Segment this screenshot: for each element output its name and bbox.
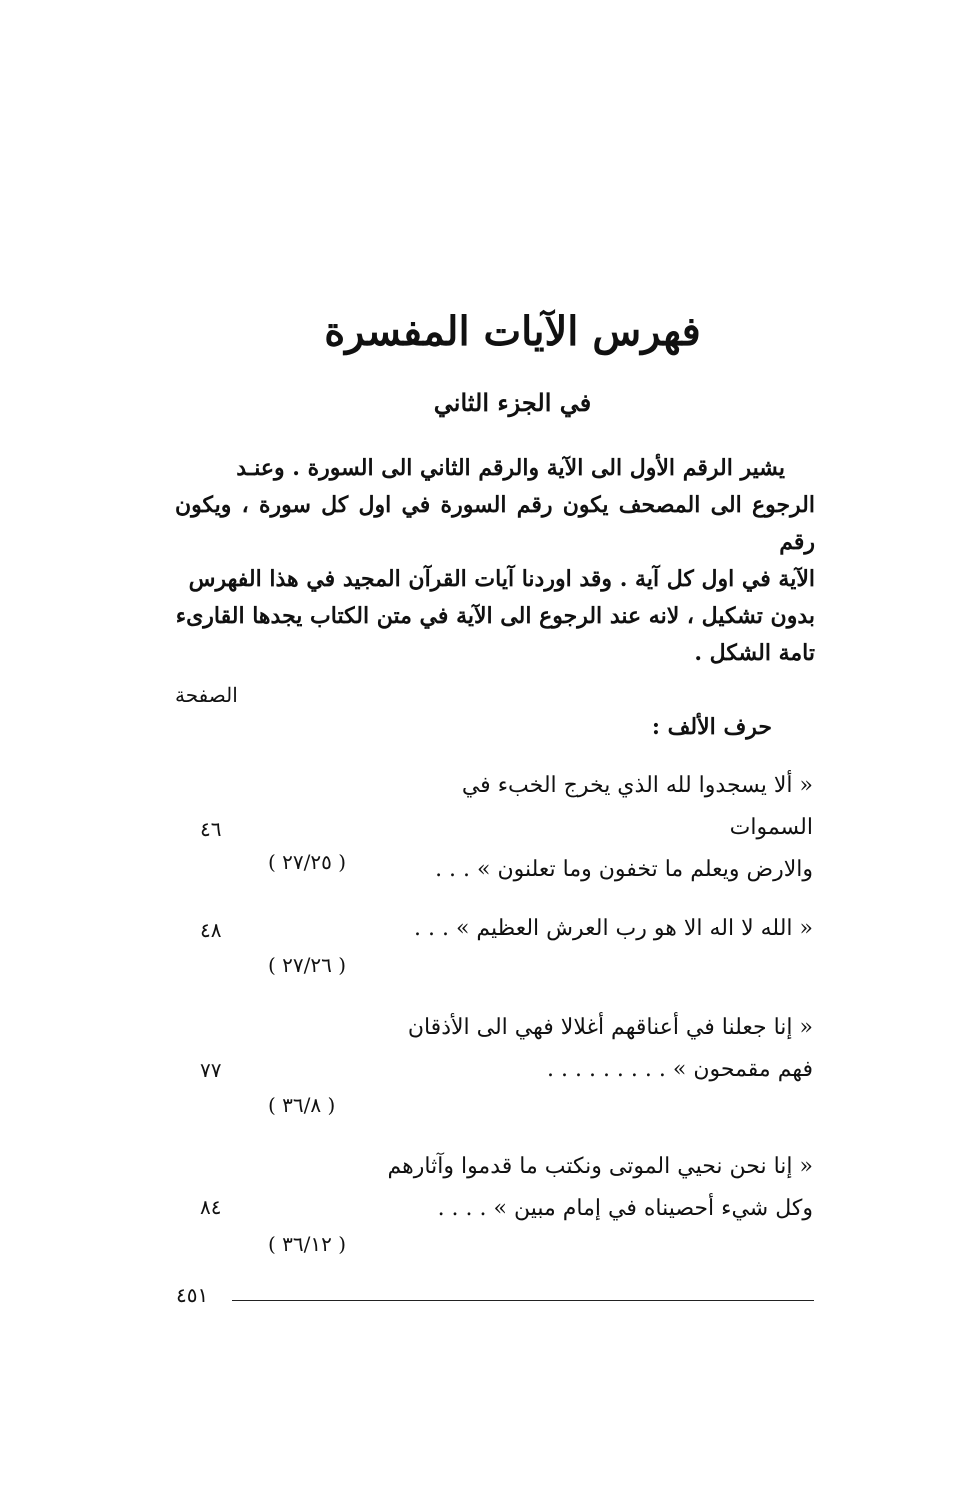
page-title: فهرس الآيات المفسرة [324,308,701,355]
leader-dots: . . . . . . . . [547,1057,652,1082]
entry-reference: ( ٣٦/٨ ) [268,1093,336,1117]
page-column-label: الصفحة [175,683,238,707]
intro-line: يشير الرقم الأول الى الآية والرقم الثاني الى السورة . وعنـد [236,455,785,481]
entry-reference: ( ٢٧/٢٥ ) [268,850,347,874]
verse-line: « الله لا اله الا هو رب العرش العظيم » . . . [413,916,813,941]
letter-heading: حرف الألف : [651,714,772,740]
intro-line: الآية في اول كل آية . وقد اوردنا آيات القرآن المجيد في هذا الفهرس [188,566,815,592]
leader-dots: . . [413,916,435,941]
index-entry-text [383,908,813,950]
entry-reference: ( ٢٧/٢٦ ) [268,953,347,977]
verse-line: « إنا جعلنا في أعناقهم أغلالا فهي الى الأذقان [407,1015,813,1040]
page-subtitle: في الجزء الثاني [433,388,592,417]
leader-dots: . . [435,857,457,882]
verse-line: والارض ويعلم ما تخفون وما تعلنون » . . . [435,857,813,882]
verse-line: فهم مقمحون » . . . . . . . . . [547,1057,813,1082]
index-entry-text [383,1146,813,1230]
footer-rule [232,1300,814,1301]
entry-page-number: ٤٦ [200,817,222,841]
verse-line: « إنا نحن نحيي الموتى ونكتب ما قدموا وآثارهم [387,1154,813,1179]
leader-dots: . . . [437,1196,473,1221]
entry-reference: ( ٣٦/١٢ ) [268,1232,347,1256]
intro-line: تامة الشكل . [694,640,815,666]
intro-line: الرجوع الى المصحف يكون رقم السورة في اول كل سورة ، ويكون رقم [175,492,815,555]
intro-paragraph [175,450,815,672]
entry-page-number: ٨٤ [200,1195,222,1219]
page-folio-number: ٤٥١ [176,1283,209,1307]
verse-line: « ألا يسجدوا لله الذي يخرج الخبء في السموات [461,773,813,840]
index-entry-text [383,765,813,891]
verse-line: وكل شيء أحصيناه في إمام مبين » . . . . [437,1196,813,1221]
intro-line: بدون تشكيل ، لانه عند الرجوع الى الآية في متن الكتاب يجدها القارىء [175,603,815,629]
index-entry-text [383,1007,813,1091]
entry-page-number: ٤٨ [200,918,222,942]
entry-page-number: ٧٧ [200,1058,222,1082]
